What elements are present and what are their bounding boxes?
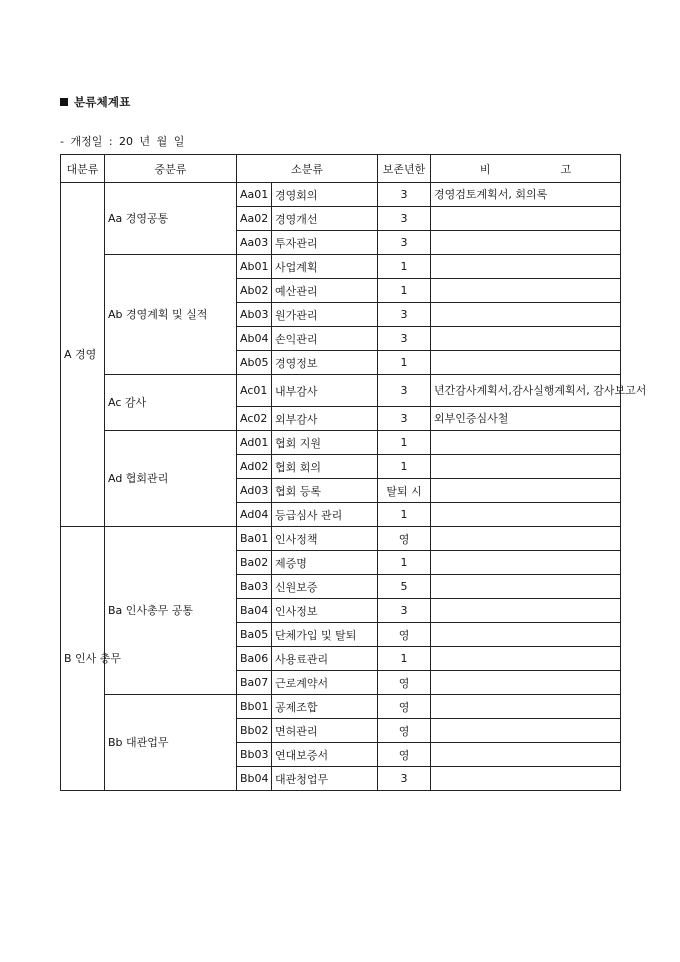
minor-name-cell: 제증명 <box>272 551 378 575</box>
remark-cell <box>431 743 621 767</box>
minor-name-cell: 예산관리 <box>272 279 378 303</box>
minor-code-cell: Ac01 <box>237 375 272 407</box>
minor-code-cell: Ba01 <box>237 527 272 551</box>
minor-code-cell: Ab04 <box>237 327 272 351</box>
retention-cell: 탈퇴 시 <box>378 479 431 503</box>
minor-name-cell: 투자관리 <box>272 231 378 255</box>
header-middle: 중분류 <box>105 155 237 183</box>
retention-cell: 1 <box>378 551 431 575</box>
retention-cell: 영 <box>378 623 431 647</box>
remark-cell <box>431 719 621 743</box>
remark-cell <box>431 527 621 551</box>
minor-name-cell: 근로계약서 <box>272 671 378 695</box>
middle-category-cell: Ba 인사총무 공통 <box>105 527 237 695</box>
minor-name-cell: 원가관리 <box>272 303 378 327</box>
remark-cell <box>431 351 621 375</box>
minor-name-cell: 경영회의 <box>272 183 378 207</box>
minor-code-cell: Ba06 <box>237 647 272 671</box>
minor-name-cell: 인사정보 <box>272 599 378 623</box>
revision-date: - 개정일 : 20 년 월 일 <box>60 135 185 148</box>
remark-cell <box>431 647 621 671</box>
minor-name-cell: 외부감사 <box>272 407 378 431</box>
minor-code-cell: Bb02 <box>237 719 272 743</box>
remark-cell <box>431 671 621 695</box>
section-heading <box>60 94 131 110</box>
minor-name-cell: 내부감사 <box>272 375 378 407</box>
remark-cell <box>431 207 621 231</box>
minor-name-cell: 단체가입 및 탈퇴 <box>272 623 378 647</box>
retention-cell: 영 <box>378 743 431 767</box>
remark-cell: 년간감사계획서,감사실행계획서, 감사보고서 <box>431 375 621 407</box>
minor-name-cell: 사업계획 <box>272 255 378 279</box>
minor-name-cell: 경영정보 <box>272 351 378 375</box>
minor-code-cell: Bb03 <box>237 743 272 767</box>
major-category-cell: A 경영 <box>61 183 105 527</box>
minor-name-cell: 신원보증 <box>272 575 378 599</box>
remark-cell <box>431 455 621 479</box>
retention-cell: 1 <box>378 455 431 479</box>
remark-cell <box>431 479 621 503</box>
retention-cell: 1 <box>378 431 431 455</box>
minor-code-cell: Ab03 <box>237 303 272 327</box>
retention-cell: 3 <box>378 207 431 231</box>
square-bullet-icon <box>60 98 68 106</box>
retention-cell: 영 <box>378 671 431 695</box>
classification-table <box>60 154 647 791</box>
minor-name-cell: 경영개선 <box>272 207 378 231</box>
minor-code-cell: Ab01 <box>237 255 272 279</box>
minor-code-cell: Ac02 <box>237 407 272 431</box>
table-row <box>61 255 621 279</box>
retention-cell: 5 <box>378 575 431 599</box>
retention-cell: 영 <box>378 527 431 551</box>
retention-cell: 1 <box>378 503 431 527</box>
retention-cell: 1 <box>378 351 431 375</box>
minor-code-cell: Aa03 <box>237 231 272 255</box>
retention-cell: 3 <box>378 407 431 431</box>
retention-cell: 1 <box>378 279 431 303</box>
middle-category-cell: Aa 경영공통 <box>105 183 237 255</box>
table-row <box>61 527 621 551</box>
minor-code-cell: Bb04 <box>237 767 272 791</box>
minor-code-cell: Ad02 <box>237 455 272 479</box>
retention-cell: 3 <box>378 375 431 407</box>
remark-cell <box>431 279 621 303</box>
table-body <box>61 183 647 791</box>
remark-cell <box>431 431 621 455</box>
remark-cell <box>431 695 621 719</box>
remark-cell <box>431 623 621 647</box>
table-row <box>61 431 621 455</box>
header-retention: 보존년한 <box>378 155 431 183</box>
remark-cell <box>431 551 621 575</box>
minor-code-cell: Ad01 <box>237 431 272 455</box>
header-minor: 소분류 <box>237 155 378 183</box>
section-title: 분류체계표 <box>74 95 131 109</box>
minor-name-cell: 연대보증서 <box>272 743 378 767</box>
minor-code-cell: Aa01 <box>237 183 272 207</box>
minor-name-cell: 대관청업무 <box>272 767 378 791</box>
middle-category-cell: Ac 감사 <box>105 375 237 431</box>
remark-cell <box>431 767 621 791</box>
remark-cell <box>431 575 621 599</box>
retention-cell: 영 <box>378 719 431 743</box>
minor-name-cell: 협회 등록 <box>272 479 378 503</box>
middle-category-cell: Bb 대관업무 <box>105 695 237 791</box>
minor-name-cell: 면허관리 <box>272 719 378 743</box>
header-remark: 비 고 <box>431 155 621 183</box>
retention-cell: 3 <box>378 183 431 207</box>
minor-name-cell: 공제조합 <box>272 695 378 719</box>
minor-code-cell: Ad04 <box>237 503 272 527</box>
remark-cell <box>431 303 621 327</box>
remark-cell <box>431 599 621 623</box>
retention-cell: 영 <box>378 695 431 719</box>
minor-code-cell: Aa02 <box>237 207 272 231</box>
retention-cell: 3 <box>378 231 431 255</box>
table-row <box>61 375 621 407</box>
minor-code-cell: Ba05 <box>237 623 272 647</box>
header-row <box>61 155 621 183</box>
remark-cell: 경영검토계획서, 회의록 <box>431 183 621 207</box>
retention-cell: 3 <box>378 767 431 791</box>
retention-cell: 3 <box>378 599 431 623</box>
remark-cell <box>431 503 621 527</box>
minor-code-cell: Ba03 <box>237 575 272 599</box>
minor-code-cell: Ba02 <box>237 551 272 575</box>
remark-cell <box>431 255 621 279</box>
retention-cell: 3 <box>378 327 431 351</box>
minor-code-cell: Ab02 <box>237 279 272 303</box>
remark-cell <box>431 327 621 351</box>
table-row <box>61 695 621 719</box>
minor-name-cell: 협회 지원 <box>272 431 378 455</box>
retention-cell: 1 <box>378 255 431 279</box>
minor-name-cell: 등급심사 관리 <box>272 503 378 527</box>
minor-name-cell: 사용료관리 <box>272 647 378 671</box>
minor-name-cell: 손익관리 <box>272 327 378 351</box>
minor-code-cell: Ba07 <box>237 671 272 695</box>
retention-cell: 3 <box>378 303 431 327</box>
minor-code-cell: Ad03 <box>237 479 272 503</box>
table-row <box>61 183 621 207</box>
remark-cell <box>431 231 621 255</box>
minor-name-cell: 인사정책 <box>272 527 378 551</box>
minor-code-cell: Ab05 <box>237 351 272 375</box>
minor-code-cell: Ba04 <box>237 599 272 623</box>
minor-name-cell: 협회 회의 <box>272 455 378 479</box>
remark-cell: 외부인증심사철 <box>431 407 621 431</box>
header-major: 대분류 <box>61 155 105 183</box>
middle-category-cell: Ab 경영계획 및 실적 <box>105 255 237 375</box>
minor-code-cell: Bb01 <box>237 695 272 719</box>
major-category-cell: B 인사 총무 <box>61 527 105 791</box>
retention-cell: 1 <box>378 647 431 671</box>
middle-category-cell: Ad 협회관리 <box>105 431 237 527</box>
